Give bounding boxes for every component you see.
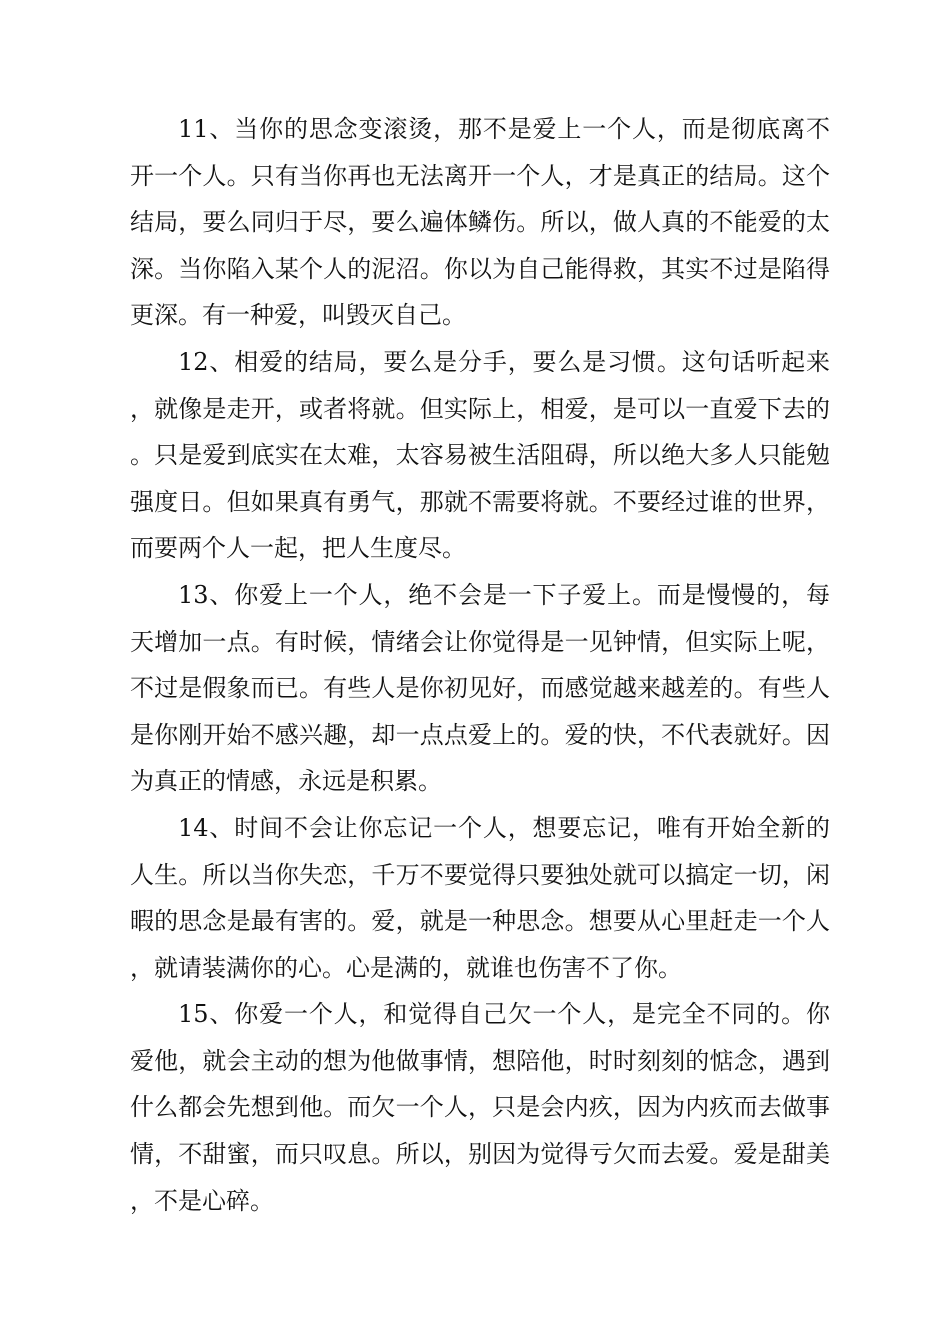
paragraph-15: 15、你爱一个人，和觉得自己欠一个人，是完全不同的。你爱他，就会主动的想为他做事情，想陪他，时时刻刻的惦念，遇到什么都会先想到他。而欠一个人，只是会内疚，因为内疚而去做事情，不甜蜜，而只叹息。所以，别因为觉得亏欠而去爱。爱是甜美，不是心碎。 xyxy=(130,1000,830,1215)
paragraph-14: 14、时间不会让你忘记一个人，想要忘记，唯有开始全新的人生。所以当你失恋，千万不要觉得只要独处就可以搞定一切，闲暇的思念是最有害的。爱，就是一种思念。想要从心里赶走一个人，就请装满你的心。心是满的，就谁也伤害不了你。 xyxy=(130,813,830,982)
paragraph-12: 12、相爱的结局，要么是分手，要么是习惯。这句话听起来，就像是走开，或者将就。但实际上，相爱，是可以一直爱下去的。只是爱到底实在太难，太容易被生活阻碍，所以绝大多人只能勉强度日。但如果真有勇气，那就不需要将就。不要经过谁的世界，而要两个人一起，把人生度尽。 xyxy=(130,347,830,563)
paragraph-13: 13、你爱上一个人，绝不会是一下子爱上。而是慢慢的，每天增加一点。有时候，情绪会让你觉得是一见钟情，但实际上呢，不过是假象而已。有些人是你初见好，而感觉越来越差的。有些人是你刚开始不感兴趣，却一点点爱上的。爱的快，不代表就好。因为真正的情感，永远是积累。 xyxy=(130,580,830,796)
document-page xyxy=(130,106,830,1224)
paragraph-11: 11、当你的思念变滚烫，那不是爱上一个人，而是彻底离不开一个人。只有当你再也无法离开一个人，才是真正的结局。这个结局，要么同归于尽，要么遍体鳞伤。所以，做人真的不能爱的太深。当你陷入某个人的泥沼。你以为自己能得救，其实不过是陷得更深。有一种爱，叫毁灭自己。 xyxy=(130,115,830,330)
